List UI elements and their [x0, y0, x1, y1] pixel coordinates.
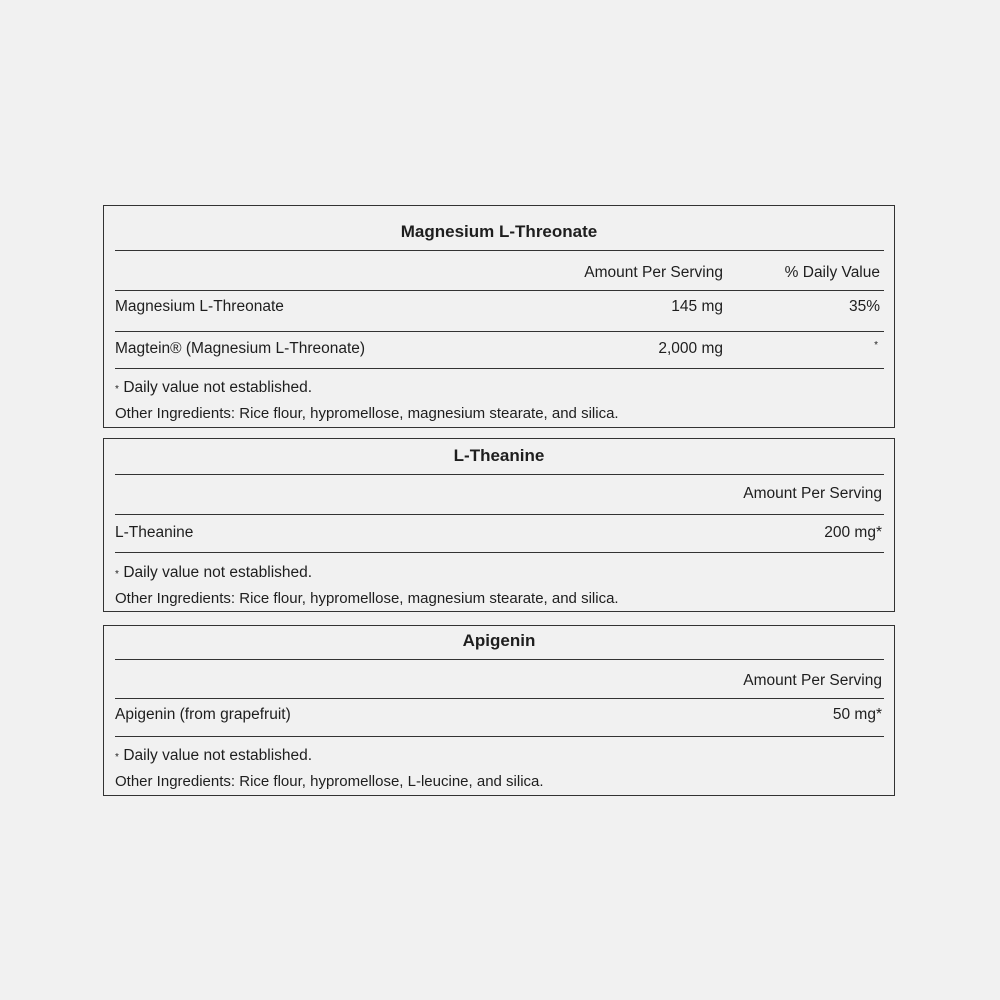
footnote-mark: * [115, 569, 119, 580]
divider [115, 290, 884, 291]
ingredient-name: L-Theanine [115, 524, 194, 541]
footnote-mark: * [115, 752, 119, 763]
divider [115, 514, 884, 515]
other-ingredients: Other Ingredients: Rice flour, hypromellose, magnesium stearate, and silica. [115, 405, 619, 422]
divider [115, 698, 884, 699]
footnote-text: Daily value not established. [123, 379, 313, 396]
divider [115, 368, 884, 369]
panel-title: Apigenin [462, 631, 536, 650]
panel-title: L-Theanine [453, 446, 545, 465]
ingredient-amount: 200 mg* [824, 524, 882, 541]
ingredient-name: Apigenin (from grapefruit) [115, 706, 291, 723]
divider [115, 331, 884, 332]
supplement-facts-panel-theanine [103, 438, 895, 612]
supplement-facts-panel-apigenin [103, 625, 895, 796]
daily-value-header: % Daily Value [784, 264, 880, 281]
amount-header: Amount Per Serving [584, 264, 723, 281]
ingredient-amount: 50 mg* [832, 706, 882, 723]
ingredient-daily-value: * [874, 340, 878, 351]
supplement-facts-panel-magnesium [103, 205, 895, 428]
divider [115, 552, 884, 553]
ingredient-name: Magtein® (Magnesium L-Threonate) [115, 340, 366, 357]
footnote-text: Daily value not established. [123, 747, 313, 764]
other-ingredients: Other Ingredients: Rice flour, hypromellose, L-leucine, and silica. [115, 773, 544, 790]
divider [115, 474, 884, 475]
ingredient-daily-value: 35% [848, 298, 880, 315]
amount-header: Amount Per Serving [743, 485, 882, 502]
divider [115, 736, 884, 737]
ingredient-amount: 2,000 mg [658, 340, 723, 357]
divider [115, 250, 884, 251]
divider [115, 659, 884, 660]
other-ingredients: Other Ingredients: Rice flour, hypromellose, magnesium stearate, and silica. [115, 590, 619, 607]
amount-header: Amount Per Serving [743, 672, 882, 689]
footnote [115, 748, 312, 764]
footnote [115, 565, 312, 581]
footnote-text: Daily value not established. [123, 564, 313, 581]
footnote-mark: * [115, 384, 119, 395]
ingredient-name: Magnesium L-Threonate [115, 298, 284, 315]
ingredient-amount: 145 mg [671, 298, 723, 315]
footnote [115, 380, 312, 396]
panel-title: Magnesium L-Threonate [400, 222, 598, 241]
